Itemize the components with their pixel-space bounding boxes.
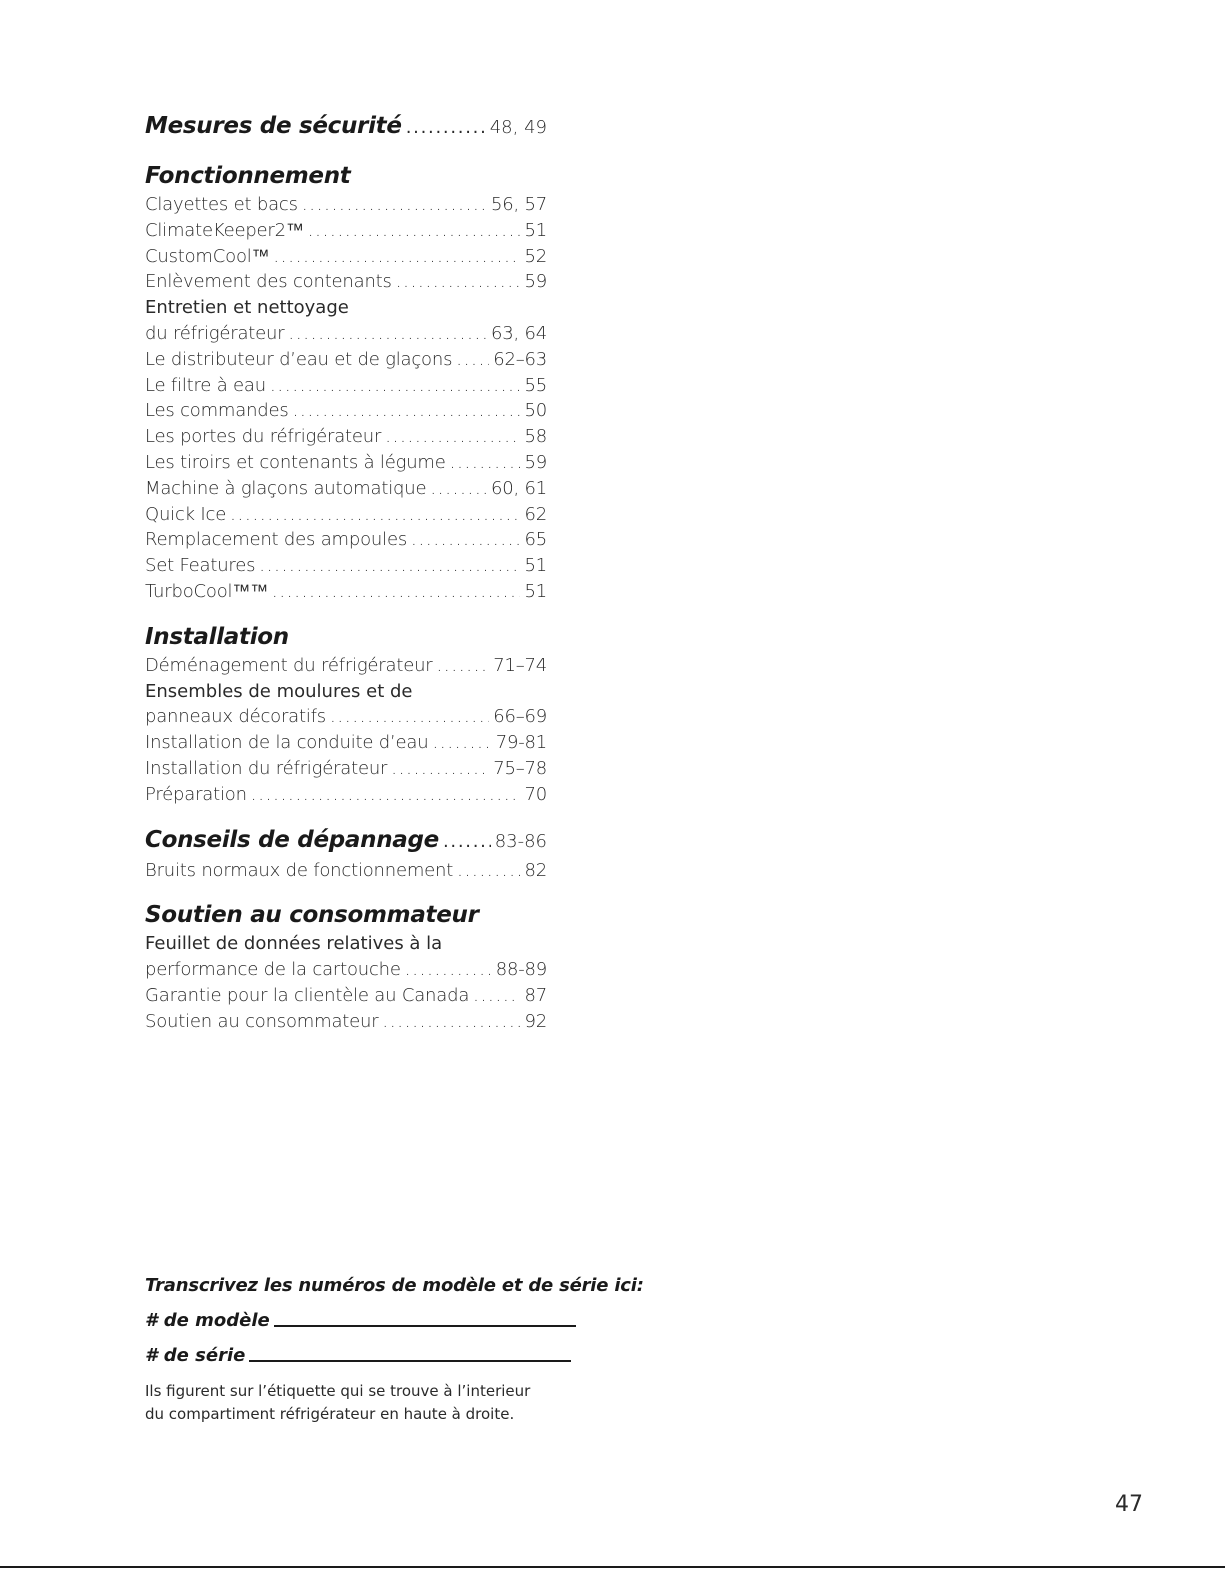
record-title: Transcrivez les numéros de modèle et de série ici: xyxy=(145,1275,644,1296)
section-title-support: Soutien au consommateur xyxy=(145,902,479,929)
dot-leader xyxy=(273,244,520,270)
toc-entry[interactable] xyxy=(145,527,547,553)
dot-leader xyxy=(288,321,487,347)
toc-entry[interactable] xyxy=(145,983,547,1009)
toc-entry-security[interactable] xyxy=(145,110,547,144)
serial-number-line[interactable] xyxy=(249,1359,571,1362)
entry-label: du réfrigérateur xyxy=(145,322,285,344)
entry-label: CustomCool™ xyxy=(145,245,270,267)
page-ref: 52 xyxy=(524,245,547,267)
dot-leader xyxy=(432,730,491,756)
page-ref: 51 xyxy=(524,555,547,577)
dot-leader xyxy=(293,398,521,424)
entry-label: panneaux décoratifs xyxy=(145,706,326,728)
serial-number-field[interactable] xyxy=(145,1345,665,1366)
entry-label: Machine à glaçons automatique xyxy=(145,477,427,499)
page-ref: 63, 64 xyxy=(490,322,547,344)
record-note-line-2: du compartiment réfrigérateur en haute à droite. xyxy=(145,1405,515,1423)
dot-leader xyxy=(385,424,520,450)
page-ref: 60, 61 xyxy=(490,477,547,499)
entry-label: Le filtre à eau xyxy=(145,374,266,396)
toc-entry[interactable] xyxy=(145,347,547,373)
toc-entry[interactable] xyxy=(145,244,547,270)
entry-label: Les commandes xyxy=(145,400,289,422)
page-ref: 88-89 xyxy=(495,959,547,981)
toc-entry[interactable] xyxy=(145,730,547,756)
entry-label: Installation du réfrigérateur xyxy=(145,757,388,779)
page-ref: 70 xyxy=(524,783,547,805)
page-ref: 59 xyxy=(524,451,547,473)
toc-entry[interactable] xyxy=(145,579,547,605)
toc-entry[interactable] xyxy=(145,218,547,244)
dot-leader xyxy=(456,347,489,373)
page-ref: 62 xyxy=(524,503,547,525)
entry-label: Soutien au consommateur xyxy=(145,1010,379,1032)
page-ref: 48, 49 xyxy=(489,117,547,138)
dot-leader xyxy=(272,579,521,605)
entry-label: Quick Ice xyxy=(145,503,227,525)
section-operation xyxy=(145,160,547,605)
entry-label-line: Feuillet de données relatives à la xyxy=(145,933,443,955)
toc-entry[interactable] xyxy=(145,424,547,450)
dot-leader xyxy=(405,957,492,983)
toc-entry[interactable] xyxy=(145,502,547,528)
entry-label: Garantie pour la clientèle au Canada xyxy=(145,984,470,1006)
toc-entry[interactable] xyxy=(145,957,547,983)
entry-label: Le distributeur d’eau et de glaçons xyxy=(145,348,453,370)
entry-label: ClimateKeeper2™ xyxy=(145,219,304,241)
dot-leader xyxy=(302,192,487,218)
section-title-operation: Fonctionnement xyxy=(145,163,351,189)
section-troubleshooting xyxy=(145,824,547,884)
toc-entry[interactable] xyxy=(145,398,547,424)
page-number: 47 xyxy=(1115,1492,1143,1517)
entry-label: Enlèvement des contenants xyxy=(145,271,392,293)
model-number-field[interactable] xyxy=(145,1310,665,1331)
toc-entry[interactable] xyxy=(145,782,547,808)
entry-label: Les tiroirs et contenants à légume xyxy=(145,451,446,473)
entry-label: Préparation xyxy=(145,783,247,805)
dot-leader xyxy=(396,269,521,295)
page-ref: 87 xyxy=(524,984,547,1006)
dot-leader xyxy=(430,476,487,502)
section-support xyxy=(145,899,547,1034)
page-ref: 65 xyxy=(524,529,547,551)
toc-entry[interactable] xyxy=(145,1009,547,1035)
toc-entry[interactable] xyxy=(145,476,547,502)
section-security xyxy=(145,110,547,144)
dot-leader xyxy=(230,502,520,528)
entry-label-line: Ensembles de moulures et de xyxy=(145,680,413,702)
toc-entry[interactable] xyxy=(145,858,547,884)
dot-leader xyxy=(259,553,520,579)
dot-leader xyxy=(251,782,521,808)
entry-label: Set Features xyxy=(145,555,256,577)
toc-entry[interactable] xyxy=(145,653,547,679)
dot-leader xyxy=(382,1009,520,1035)
entry-label: Remplacement des ampoules xyxy=(145,529,407,551)
toc-entry[interactable] xyxy=(145,450,547,476)
page-ref: 51 xyxy=(524,219,547,241)
record-note-line-1: Ils figurent sur l’étiquette qui se trouve à l’interieur xyxy=(145,1382,531,1400)
dot-leader xyxy=(308,218,521,244)
entry-label: Installation de la conduite d’eau xyxy=(145,732,429,754)
model-serial-record xyxy=(145,1275,665,1426)
section-installation xyxy=(145,621,547,808)
page-ref: 82 xyxy=(524,859,547,881)
entry-label: TurboCool™™ xyxy=(145,580,268,602)
toc-entry[interactable] xyxy=(145,269,547,295)
dot-leader xyxy=(450,450,521,476)
entry-label-line: Entretien et nettoyage xyxy=(145,297,349,319)
toc-entry-troubleshooting[interactable] xyxy=(145,824,547,858)
bottom-rule xyxy=(0,1566,1225,1568)
toc-entry[interactable] xyxy=(145,704,547,730)
entry-label: Déménagement du réfrigérateur xyxy=(145,654,433,676)
section-title-installation: Installation xyxy=(145,623,289,650)
section-title-security: Mesures de sécurité xyxy=(145,113,402,139)
dot-leader xyxy=(270,373,521,399)
table-of-contents xyxy=(145,110,547,1051)
toc-entry[interactable] xyxy=(145,373,547,399)
entry-label: Bruits normaux de fonctionnement xyxy=(145,859,454,881)
serial-number-label: # de série xyxy=(145,1345,246,1366)
page-ref: 92 xyxy=(524,1010,547,1032)
page-ref: 56, 57 xyxy=(490,194,547,215)
page-ref: 71–74 xyxy=(493,654,547,676)
page-ref: 51 xyxy=(524,580,547,602)
page-ref: 83-86 xyxy=(494,830,547,852)
toc-entry[interactable] xyxy=(145,756,547,782)
page-ref: 75–78 xyxy=(493,757,547,779)
entry-label: performance de la cartouche xyxy=(145,959,401,981)
toc-entry[interactable] xyxy=(145,192,547,218)
dot-leader xyxy=(406,112,486,144)
dot-leader xyxy=(443,826,491,858)
toc-entry[interactable] xyxy=(145,321,547,347)
page-ref: 58 xyxy=(524,426,547,448)
page-ref: 59 xyxy=(524,271,547,293)
model-number-label: # de modèle xyxy=(145,1310,270,1331)
page-ref: 79-81 xyxy=(495,732,547,754)
dot-leader xyxy=(457,858,520,884)
page-ref: 55 xyxy=(524,374,547,396)
page-ref: 66–69 xyxy=(493,706,547,728)
entry-label: Les portes du réfrigérateur xyxy=(145,426,382,448)
dot-leader xyxy=(473,983,520,1009)
dot-leader xyxy=(391,756,489,782)
page-ref: 62–63 xyxy=(493,348,547,370)
model-number-line[interactable] xyxy=(274,1324,576,1327)
page-ref: 50 xyxy=(524,400,547,422)
section-title-troubleshooting: Conseils de dépannage xyxy=(145,826,439,853)
dot-leader xyxy=(330,704,489,730)
toc-entry[interactable] xyxy=(145,553,547,579)
entry-label: Clayettes et bacs xyxy=(145,194,298,215)
dot-leader xyxy=(436,653,489,679)
dot-leader xyxy=(411,527,520,553)
record-note xyxy=(145,1380,665,1426)
